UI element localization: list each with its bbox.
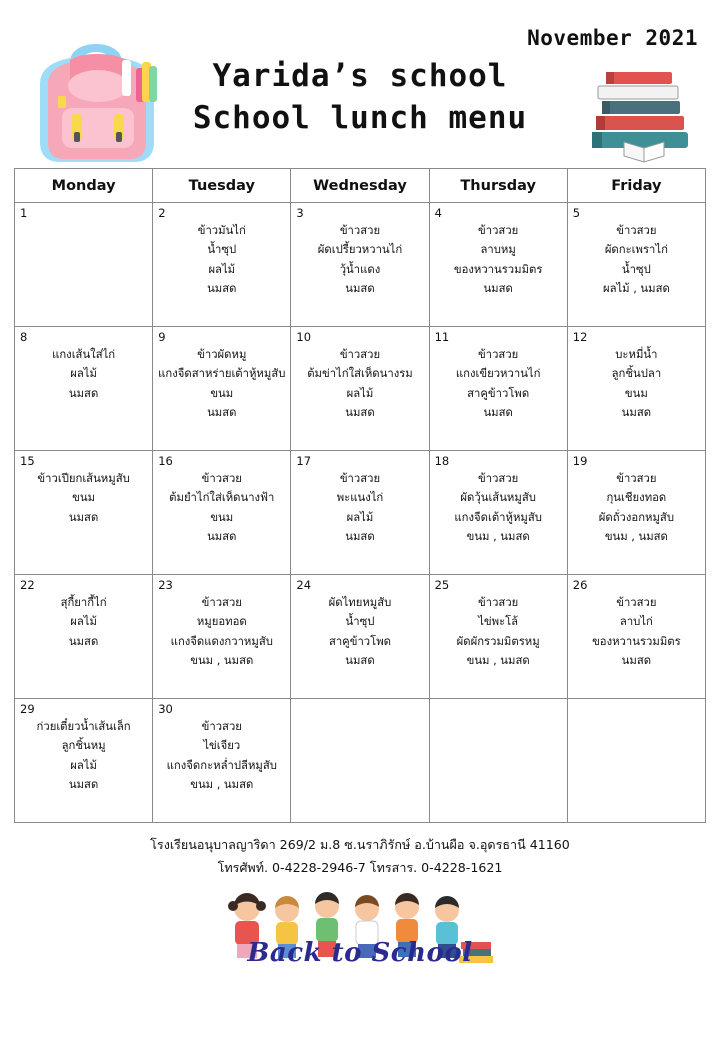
menu-item: ลาบหมู (480, 243, 516, 257)
calendar-day-cell (429, 327, 567, 451)
menu-item: ผลไม้ (70, 758, 97, 772)
school-address: โรงเรียนอนุบาลญาริดา 269/2 ม.8 ซ.นราภิรักษ์ อ.บ้านผือ จ.อุดรธานี 41160 (150, 837, 570, 852)
day-number: 22 (20, 578, 35, 592)
menu-item: น้ำซุป (621, 262, 651, 276)
day-menu-list (153, 451, 290, 551)
menu-item: ข้าวสวย (201, 472, 242, 485)
day-menu-list (291, 575, 428, 675)
calendar-day-cell (15, 575, 153, 699)
day-number: 19 (572, 454, 588, 468)
menu-item: ผลไม้ (70, 367, 97, 381)
day-menu-list (153, 327, 290, 427)
calendar-day-cell (15, 327, 153, 451)
menu-item: ต้มยำไก่ใส่เห็ดนางฟ้า (169, 491, 275, 505)
menu-item: นมสด (207, 530, 237, 544)
calendar-day-cell (429, 203, 567, 327)
menu-item: นมสด (345, 282, 375, 296)
day-menu-list (430, 575, 567, 675)
title-line-1: Yarida’s school (212, 58, 508, 94)
footer (0, 833, 720, 880)
calendar-day-cell (153, 575, 291, 699)
day-number: 8 (20, 330, 28, 344)
calendar-day-cell (291, 451, 429, 575)
calendar-day-cell (153, 327, 291, 451)
calendar-day-cell (567, 699, 705, 823)
calendar-day-cell (291, 575, 429, 699)
menu-item: ผัดไทยหมูสับ (328, 596, 392, 609)
weekday-header-tuesday: Tuesday (153, 169, 291, 203)
day-number: 1 (20, 206, 28, 220)
calendar-day-cell (429, 699, 567, 823)
day-number: 2 (158, 206, 166, 220)
calendar-week-row (15, 203, 706, 327)
menu-item: ขนม (210, 510, 234, 524)
menu-item: แกงจืดกะหล่ำปลีหมูสับ (166, 758, 277, 772)
day-number: 25 (434, 578, 450, 592)
back-to-school-text: Back to School (247, 937, 473, 968)
menu-item: ผลไม้ (346, 386, 374, 400)
menu-item: ของหวานรวมมิตร (592, 634, 681, 648)
menu-item: ข้าวสวย (339, 348, 381, 361)
weekday-header-friday: Friday (567, 169, 705, 203)
menu-item: สาคูข้าวโพด (328, 634, 391, 648)
day-number: 5 (572, 206, 581, 220)
menu-item: บะหมี่น้ำ (615, 348, 658, 361)
menu-item: ผลไม้ (208, 262, 236, 276)
day-menu-list (430, 699, 567, 721)
day-number: 3 (296, 206, 304, 220)
menu-item: ขนม (210, 386, 234, 400)
calendar-day-cell (567, 327, 705, 451)
menu-item: ลาบไก่ (619, 615, 653, 629)
menu-item: แกงจืดแดงกวาหมูสับ (170, 634, 273, 648)
calendar-day-cell (429, 575, 567, 699)
menu-item: นมสด (68, 778, 99, 792)
menu-item: แกงจืดเต้าหู้หมูสับ (454, 510, 542, 524)
menu-item: ผลไม้ (346, 510, 374, 524)
day-menu-list (291, 203, 428, 303)
menu-item: ผัดผักรวมมิตรหมู (456, 634, 540, 648)
day-menu-list (153, 575, 290, 675)
menu-item: แกงเส้นใส่ไก่ (52, 348, 116, 361)
day-number: 12 (572, 330, 588, 344)
menu-item: น้ำซุป (207, 243, 237, 257)
menu-item: ข้าวสวย (616, 472, 657, 485)
menu-item: ข้าวสวย (478, 348, 519, 361)
menu-item: นมสด (68, 510, 99, 524)
menu-item: นมสด (68, 386, 99, 400)
day-number: 11 (434, 330, 450, 344)
calendar-day-cell (567, 575, 705, 699)
menu-item: ขนม (624, 386, 648, 400)
menu-item: ของหวานรวมมิตร (453, 262, 543, 276)
day-number: 16 (158, 454, 173, 468)
day-menu-list (430, 203, 567, 303)
menu-item: กุนเชียงทอด (606, 491, 667, 505)
day-menu-list (291, 699, 428, 721)
menu-item: ข้าวสวย (616, 596, 657, 609)
menu-item: นมสด (483, 406, 513, 420)
day-menu-list (15, 575, 152, 655)
day-number: 26 (572, 578, 588, 592)
day-number: 9 (158, 330, 166, 344)
menu-item: นมสด (207, 282, 237, 296)
menu-item: สุกี้ยากี้ไก่ (60, 596, 107, 609)
menu-item: ลูกชิ้นปลา (611, 367, 662, 381)
menu-item: ผัดกะเพราไก่ (604, 243, 668, 257)
calendar-week-row (15, 699, 706, 823)
menu-item: ข้าวสวย (339, 224, 381, 237)
menu-item: ไข่เจียว (203, 739, 241, 753)
day-menu-list (568, 575, 705, 675)
day-number: 4 (434, 206, 442, 220)
menu-item: ข้าวสวย (478, 224, 519, 237)
calendar-day-cell (567, 203, 705, 327)
menu-item: ต้มข่าไก่ใส่เห็ดนางรม (307, 367, 413, 381)
calendar-day-cell (153, 699, 291, 823)
menu-item: ข้าวสวย (478, 472, 519, 485)
day-number: 23 (158, 578, 173, 592)
calendar-day-cell (153, 451, 291, 575)
calendar-day-cell (15, 699, 153, 823)
day-menu-list (153, 203, 290, 303)
menu-item: ข้าวสวย (201, 596, 242, 609)
menu-item: ข้าวสวย (616, 224, 657, 237)
menu-item: พะแนงไก่ (336, 491, 384, 505)
month-label: November 2021 (527, 26, 698, 50)
calendar-body (15, 203, 706, 823)
day-number: 17 (296, 454, 312, 468)
menu-item: ขนม , นมสด (466, 530, 530, 544)
menu-item: ข้าวผัดหมู (197, 348, 247, 361)
day-menu-list (15, 451, 152, 531)
menu-item: ข้าวมันไก่ (197, 224, 246, 237)
weekday-header-wednesday: Wednesday (291, 169, 429, 203)
back-to-school-illustration (215, 886, 505, 972)
title-block (0, 56, 720, 140)
menu-item: นมสด (207, 406, 237, 420)
menu-item: นมสด (345, 530, 375, 544)
menu-item: ก่วยเตี๋ยวน้ำเส้นเล็ก (36, 720, 131, 733)
day-number: 10 (296, 330, 312, 344)
day-number: 29 (20, 702, 35, 716)
menu-item: ข้าวสวย (201, 720, 242, 733)
menu-item: ขนม , นมสด (604, 530, 668, 544)
day-menu-list (153, 699, 290, 799)
calendar-day-cell (291, 327, 429, 451)
menu-item: นมสด (621, 406, 652, 420)
day-menu-list (430, 451, 567, 551)
menu-item: หมูยอทอด (196, 615, 247, 629)
calendar-week-row (15, 327, 706, 451)
menu-item: ข้าวสวย (339, 472, 381, 485)
day-menu-list (568, 327, 705, 427)
menu-item: ผัดวุ้นเส้นหมูสับ (460, 491, 536, 505)
calendar-day-cell (291, 699, 429, 823)
menu-calendar (14, 168, 706, 823)
day-menu-list (291, 451, 428, 551)
day-menu-list (568, 699, 705, 721)
menu-item: ผลไม้ (70, 615, 97, 629)
menu-item: แกงเขียวหวานไก่ (455, 367, 541, 381)
calendar-day-cell (429, 451, 567, 575)
menu-item: นมสด (68, 634, 99, 648)
menu-item: ลูกชิ้นหมู (61, 739, 106, 753)
day-menu-list (291, 327, 428, 427)
menu-item: ข้าวสวย (478, 596, 519, 609)
menu-item: ขนม (72, 491, 96, 505)
title-line-2: School lunch menu (192, 99, 528, 136)
calendar-day-cell (567, 451, 705, 575)
menu-item: ผัดถั่วงอกหมูสับ (598, 510, 674, 524)
calendar-day-cell (291, 203, 429, 327)
calendar-day-cell (15, 203, 153, 327)
calendar-week-row (15, 451, 706, 575)
calendar-week-row (15, 575, 706, 699)
day-menu-list (568, 451, 705, 551)
school-phone: โทรศัพท์. 0-4228-2946-7 โทรสาร. 0-4228-1621 (217, 860, 503, 876)
menu-item: แกงจืดสาหร่ายเต้าหู้หมูสับ (158, 367, 286, 381)
menu-item: นมสด (621, 654, 652, 668)
menu-item: ผัดเปรี้ยวหวานไก่ (317, 243, 403, 257)
calendar-day-cell (153, 203, 291, 327)
page-header (0, 0, 720, 168)
day-number: 30 (158, 702, 173, 716)
weekday-header-monday: Monday (15, 169, 153, 203)
day-menu-list (430, 327, 567, 427)
day-number: 15 (20, 454, 35, 468)
weekday-header-thursday: Thursday (429, 169, 567, 203)
day-menu-list (15, 327, 152, 407)
menu-item: ข้าวเปียกเส้นหมูสับ (37, 472, 130, 485)
menu-item: นมสด (345, 654, 375, 668)
day-menu-list (568, 203, 705, 303)
menu-item: วุ้น้ำแดง (339, 262, 381, 276)
day-menu-list (15, 203, 152, 225)
day-number: 18 (434, 454, 450, 468)
menu-item: นมสด (483, 282, 513, 296)
menu-item: ไข่พะโล้ (478, 615, 519, 629)
menu-item: น้ำซุป (345, 615, 375, 629)
weekday-header-row (15, 169, 706, 203)
menu-item: ขนม , นมสด (190, 778, 254, 792)
calendar-day-cell (15, 451, 153, 575)
menu-item: ขนม , นมสด (466, 654, 530, 668)
day-number: 24 (296, 578, 312, 592)
day-menu-list (15, 699, 152, 799)
menu-item: สาคูข้าวโพด (467, 386, 530, 400)
menu-item: นมสด (345, 406, 375, 420)
menu-item: ผลไม้ , นมสด (602, 282, 670, 296)
menu-item: ขนม , นมสด (190, 654, 254, 668)
